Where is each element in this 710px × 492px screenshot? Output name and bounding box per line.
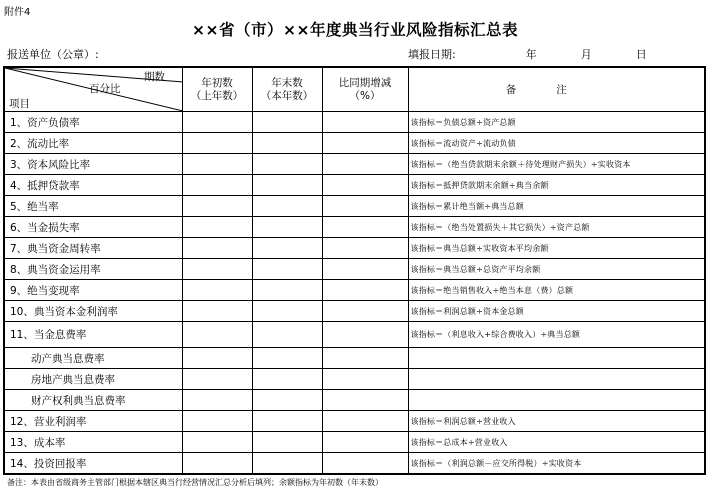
corner-item-label: 项目	[9, 98, 30, 110]
yoy-value-cell	[322, 133, 408, 154]
remark-cell: 该指标＝典当总额÷实收资本平均余额	[408, 238, 705, 259]
end-value-cell	[252, 133, 322, 154]
remark-cell: 该指标＝（绝当贷款期末余额＋待处理财产损失）÷实收资本	[408, 154, 705, 175]
remark-cell: 该指标＝负债总额÷资产总额	[408, 112, 705, 133]
end-value-cell	[252, 280, 322, 301]
remark-cell: 该指标＝（利润总额－应交所得税）÷实收资本	[408, 453, 705, 475]
table-row	[4, 322, 705, 348]
yoy-value-cell	[322, 411, 408, 432]
remark-cell: 该指标＝（绝当处置损失＋其它损失）÷资产总额	[408, 217, 705, 238]
yoy-value-cell	[322, 259, 408, 280]
yoy-value-cell	[322, 175, 408, 196]
item-cell: 5、绝当率	[4, 196, 182, 217]
begin-value-cell	[182, 112, 252, 133]
table-row	[4, 259, 705, 280]
column-yoy-title: 比同期增减	[338, 76, 392, 89]
column-end-header	[252, 67, 322, 112]
month-label: 月	[580, 48, 592, 61]
begin-value-cell	[182, 280, 252, 301]
begin-value-cell	[182, 390, 252, 411]
table-row	[4, 411, 705, 432]
table-row	[4, 453, 705, 475]
end-value-cell	[252, 432, 322, 453]
end-value-cell	[252, 259, 322, 280]
table-row	[4, 369, 705, 390]
item-cell: 2、流动比率	[4, 133, 182, 154]
corner-period-label: 期数	[144, 71, 165, 83]
begin-value-cell	[182, 238, 252, 259]
yoy-value-cell	[322, 322, 408, 348]
item-cell: 13、成本率	[4, 432, 182, 453]
yoy-value-cell	[322, 369, 408, 390]
corner-percent-label: 百分比	[89, 83, 121, 95]
end-value-cell	[252, 175, 322, 196]
remark-cell	[408, 348, 705, 369]
page-title: ××省（市）××年度典当行业风险指标汇总表	[192, 21, 518, 39]
end-value-cell	[252, 217, 322, 238]
begin-value-cell	[182, 133, 252, 154]
yoy-value-cell	[322, 432, 408, 453]
end-value-cell	[252, 369, 322, 390]
item-cell: 3、资本风险比率	[4, 154, 182, 175]
table-row	[4, 196, 705, 217]
table-row	[4, 390, 705, 411]
begin-value-cell	[182, 348, 252, 369]
yoy-value-cell	[322, 196, 408, 217]
end-value-cell	[252, 112, 322, 133]
year-label: 年	[525, 48, 537, 61]
column-begin-subtitle: （上年数）	[190, 89, 244, 102]
yoy-value-cell	[322, 280, 408, 301]
indicator-table	[3, 66, 706, 475]
column-yoy-header	[322, 67, 408, 112]
end-value-cell	[252, 411, 322, 432]
begin-value-cell	[182, 369, 252, 390]
report-unit-label: 报送单位（公章）:	[7, 48, 99, 61]
yoy-value-cell	[322, 348, 408, 369]
begin-value-cell	[182, 259, 252, 280]
begin-value-cell	[182, 154, 252, 175]
yoy-value-cell	[322, 390, 408, 411]
remark-cell: 该指标＝（利息收入+综合费收入）÷典当总额	[408, 322, 705, 348]
begin-value-cell	[182, 432, 252, 453]
begin-value-cell	[182, 411, 252, 432]
table-header-row	[4, 67, 705, 112]
remark-cell: 该指标＝绝当销售收入÷绝当本息（费）总额	[408, 280, 705, 301]
yoy-value-cell	[322, 238, 408, 259]
end-value-cell	[252, 322, 322, 348]
end-value-cell	[252, 390, 322, 411]
yoy-value-cell	[322, 154, 408, 175]
column-end-title: 年末数	[271, 76, 303, 89]
column-yoy-subtitle: （%）	[349, 89, 381, 102]
fill-date-line	[408, 46, 647, 62]
yoy-value-cell	[322, 453, 408, 475]
begin-value-cell	[182, 301, 252, 322]
begin-value-cell	[182, 217, 252, 238]
attachment-label: 附件4	[4, 7, 31, 18]
item-cell: 6、当金损失率	[4, 217, 182, 238]
end-value-cell	[252, 238, 322, 259]
fill-date-label: 填报日期:	[408, 48, 456, 61]
yoy-value-cell	[322, 112, 408, 133]
item-cell: 7、典当资金周转率	[4, 238, 182, 259]
table-row	[4, 348, 705, 369]
item-cell: 14、投资回报率	[4, 453, 182, 475]
end-value-cell	[252, 154, 322, 175]
remark-cell: 该指标＝总成本÷营业收入	[408, 432, 705, 453]
begin-value-cell	[182, 196, 252, 217]
begin-value-cell	[182, 175, 252, 196]
table-row	[4, 432, 705, 453]
table-row	[4, 175, 705, 196]
table-row	[4, 154, 705, 175]
table-row	[4, 217, 705, 238]
remark-cell: 该指标＝累计绝当额÷典当总额	[408, 196, 705, 217]
remark-cell: 该指标＝利润总额÷营业收入	[408, 411, 705, 432]
yoy-value-cell	[322, 301, 408, 322]
remark-cell: 该指标＝抵押贷款期末余额÷典当余额	[408, 175, 705, 196]
item-cell: 房地产典当息费率	[4, 369, 182, 390]
remark-cell: 该指标＝流动资产÷流动负债	[408, 133, 705, 154]
day-label: 日	[635, 48, 647, 61]
table-row	[4, 280, 705, 301]
remark-cell	[408, 390, 705, 411]
begin-value-cell	[182, 453, 252, 475]
footnote: 备注：本表由省级商务主管部门根据本辖区典当行经营情况汇总分析后填列；余额指标为年初数（年末数）	[7, 478, 383, 487]
corner-header-cell	[4, 67, 182, 112]
item-cell: 11、当金息费率	[4, 322, 182, 348]
item-cell: 10、典当资本金利润率	[4, 301, 182, 322]
table-row	[4, 238, 705, 259]
table-row	[4, 112, 705, 133]
yoy-value-cell	[322, 217, 408, 238]
end-value-cell	[252, 301, 322, 322]
item-cell: 8、典当资金运用率	[4, 259, 182, 280]
item-cell: 4、抵押贷款率	[4, 175, 182, 196]
column-begin-header	[182, 67, 252, 112]
column-remark-header: 备注	[408, 67, 705, 112]
end-value-cell	[252, 196, 322, 217]
item-cell: 1、资产负债率	[4, 112, 182, 133]
begin-value-cell	[182, 322, 252, 348]
column-begin-title: 年初数	[201, 76, 233, 89]
remark-cell: 该指标＝典当总额÷总资产平均余额	[408, 259, 705, 280]
table-row	[4, 133, 705, 154]
item-cell: 动产典当息费率	[4, 348, 182, 369]
end-value-cell	[252, 348, 322, 369]
item-cell: 12、营业利润率	[4, 411, 182, 432]
item-cell: 9、绝当变现率	[4, 280, 182, 301]
table-row	[4, 301, 705, 322]
indicator-table-body	[4, 67, 705, 474]
item-cell: 财产权利典当息费率	[4, 390, 182, 411]
end-value-cell	[252, 453, 322, 475]
remark-cell	[408, 369, 705, 390]
remark-cell: 该指标＝利润总额÷资本金总额	[408, 301, 705, 322]
column-end-subtitle: （本年数）	[260, 89, 314, 102]
